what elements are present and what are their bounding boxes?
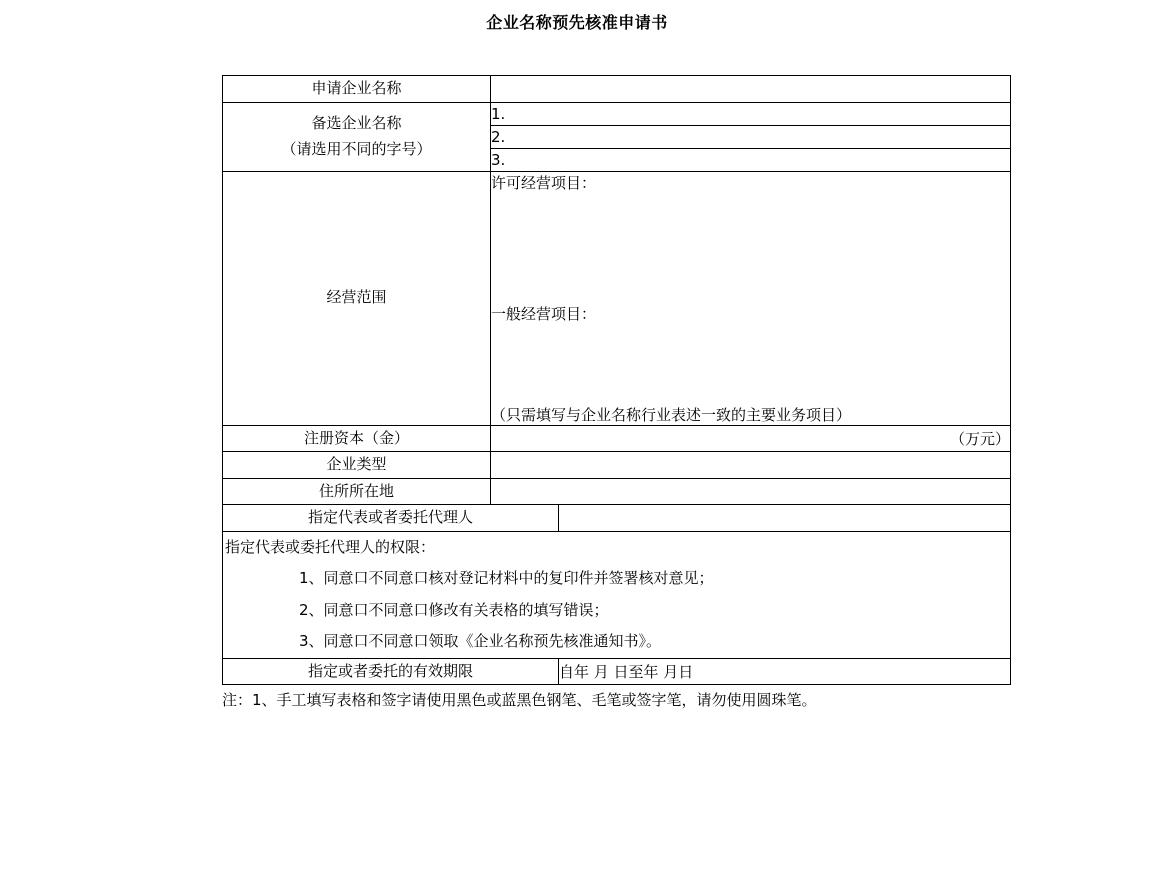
alt-names-label [223,102,491,171]
authority-block [223,531,1011,658]
name-preapproval-form [222,75,1011,685]
table-row-address [223,478,1011,505]
enterprise-type-input[interactable] [491,452,1011,479]
agent-input[interactable] [559,505,1011,532]
address-input[interactable] [491,478,1011,505]
table-row-period [223,658,1011,685]
authority-item-3[interactable]: 3、同意口不同意口领取《企业名称预先核准通知书》。 [299,632,662,650]
address-label: 住所所在地 [223,478,491,505]
general-items-label: 一般经营项目： [491,304,597,323]
alt-names-label-line1: 备选企业名称 [311,114,402,132]
business-scope-input[interactable] [491,171,1011,425]
authority-title: 指定代表或委托代理人的权限： [225,537,436,556]
applicant-name-input[interactable] [491,76,1011,103]
business-scope-label: 经营范围 [223,171,491,425]
licensed-items-blank[interactable] [491,193,1010,303]
applicant-name-label: 申请企业名称 [223,76,491,103]
table-row-agent [223,505,1011,532]
registered-capital-input[interactable] [491,425,1011,452]
agent-label: 指定代表或者委托代理人 [223,505,559,532]
alt-name-input-3[interactable]: 3. [491,148,1011,171]
table-row-business-scope [223,171,1011,425]
document-page [0,10,1154,870]
alt-name-input-2[interactable]: 2. [491,125,1011,148]
alt-names-label-line2: （请选用不同的字号） [281,139,432,158]
authority-item-1[interactable]: 1、同意口不同意口核对登记材料中的复印件并签署核对意见； [299,569,714,587]
authority-item-2[interactable]: 2、同意口不同意口修改有关表格的填写错误； [299,600,609,619]
table-row-alt-name-1 [223,102,1011,125]
table-row-registered-capital [223,425,1011,452]
alt-name-input-1[interactable]: 1. [491,102,1011,125]
business-scope-note: （只需填写与企业名称行业表述一致的主要业务项目） [491,405,852,424]
licensed-items-label: 许可经营项目： [491,173,597,192]
page-title: 企业名称预先核准申请书 [486,13,668,32]
table-row-enterprise-type [223,452,1011,479]
registered-capital-unit: （万元） [949,429,1010,448]
enterprise-type-label: 企业类型 [223,452,491,479]
table-row-authority [223,531,1011,658]
footnote: 注：1、手工填写表格和签字请使用黑色或蓝黑色钢笔、毛笔或签字笔，请勿使用圆珠笔。 [222,691,817,709]
registered-capital-label: 注册资本（金） [223,425,491,452]
general-items-blank[interactable] [491,324,1010,404]
table-row-applicant-name [223,76,1011,103]
period-input[interactable]: 自年 月 日至年 月日 [559,658,1011,685]
period-label: 指定或者委托的有效期限 [223,658,559,685]
